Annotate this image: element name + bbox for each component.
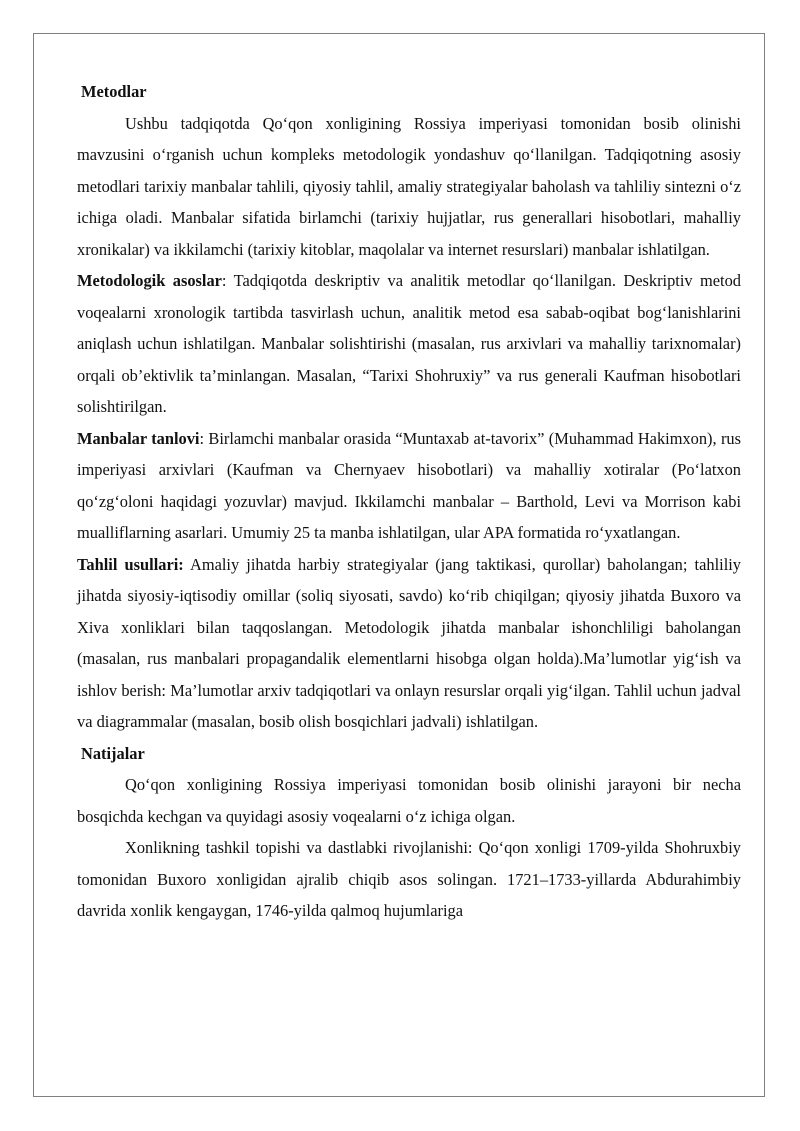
text-tahlil: Amaliy jihatda harbiy strategiyalar (jang taktikasi, qurollar) baholangan; tahliliy jihatda siyosiy-iqtisodiy omillar (soliq siyosati, savdo) ko‘rib chiqilgan; qiyosiy jihatda Buxoro va Xiva xonliklari bilan taqqoslangan. Metodologik jihatda manbalar ishonchliligi baholangan (masalan, rus manbalari propagandalik elementlarni hisobga olgan holda).Ma’lumotlar yig‘ish va ishlov berish: Ma’lumotlar arxiv tadqiqotlari va onlayn resurslar orqali yig‘ilgan. Tahlil uchun jadval va diagrammalar (masalan, bosib olish bosqichlari jadvali) ishlatilgan. bbox=[77, 554, 741, 731]
label-metodologik: Metodologik asoslar bbox=[77, 271, 222, 290]
paragraph-natija-1: Qo‘qon xonligining Rossiya imperiyasi tomonidan bosib olinishi jarayoni bir necha bosqichda kechgan va quyidagi asosiy voqealarni o‘z ichiga olgan. bbox=[77, 775, 741, 826]
text-metodologik: : Tadqiqotda deskriptiv va analitik metodlar qo‘llanilgan. Deskriptiv metod voqealarni xronologik tartibda tasvirlash uchun, analitik metod esa sabab-oqibat bog‘lanishlarini aniqlash uchun ishlatilgan. Manbalar solishtirishi (masalan, rus arxivlari va mahalliy tarixnomalar) orqali ob’ektivlik ta’minlangan. Masalan, “Tarixi Shohruxiy” va rus generali Kaufman hisobotlari solishtirilgan. bbox=[77, 271, 741, 416]
paragraph-natija-2: Xonlikning tashkil topishi va dastlabki rivojlanishi: Qo‘qon xonligi 1709-yilda Shohruxbiy tomonidan Buxoro xonligidan ajralib chiqib asos solingan. 1721–1733-yillarda Abdurahimbiy davrida xonlik kengaygan, 1746-yilda qalmoq hujumlariga bbox=[77, 838, 741, 920]
paragraph-tahlil bbox=[77, 549, 741, 738]
text-manbalar: : Birlamchi manbalar orasida “Muntaxab at-tavorix” (Muhammad Hakimxon), rus imperiyasi arxivlari (Kaufman va Chernyaev hisobotlari) va mahalliy xotiralar (Po‘latxon qo‘zg‘oloni haqidagi yozuvlar) mavjud. Ikkilamchi manbalar – Barthold, Levi va Morrison kabi mualliflarning asarlari. Umumiy 25 ta manba ishlatilgan, ular APA formatida ro‘yxatlangan. bbox=[77, 428, 741, 542]
document-body bbox=[77, 76, 741, 927]
paragraph-manbalar bbox=[77, 423, 741, 549]
label-tahlil: Tahlil usullari: bbox=[77, 554, 184, 574]
heading-metodlar: Metodlar bbox=[81, 82, 147, 101]
heading-natijalar: Natijalar bbox=[81, 743, 145, 763]
paragraph-intro: Ushbu tadqiqotda Qo‘qon xonligining Rossiya imperiyasi tomonidan bosib olinishi mavzusini o‘rganish uchun kompleks metodologik yondashuv qo‘llanilgan. Tadqiqotning asosiy metodlari tarixiy manbalar tahlili, qiyosiy tahlil, amaliy strategiyalar baholash va tahliliy sintezni o‘z ichiga oladi. Manbalar sifatida birlamchi (tarixiy hujjatlar, rus generallari hisobotlari, mahalliy xronikalar) va ikkilamchi (tarixiy kitoblar, maqolalar va internet resurslari) manbalar ishlatilgan. bbox=[77, 113, 741, 259]
label-manbalar: Manbalar tanlovi bbox=[77, 428, 200, 448]
paragraph-metodologik bbox=[77, 265, 741, 423]
